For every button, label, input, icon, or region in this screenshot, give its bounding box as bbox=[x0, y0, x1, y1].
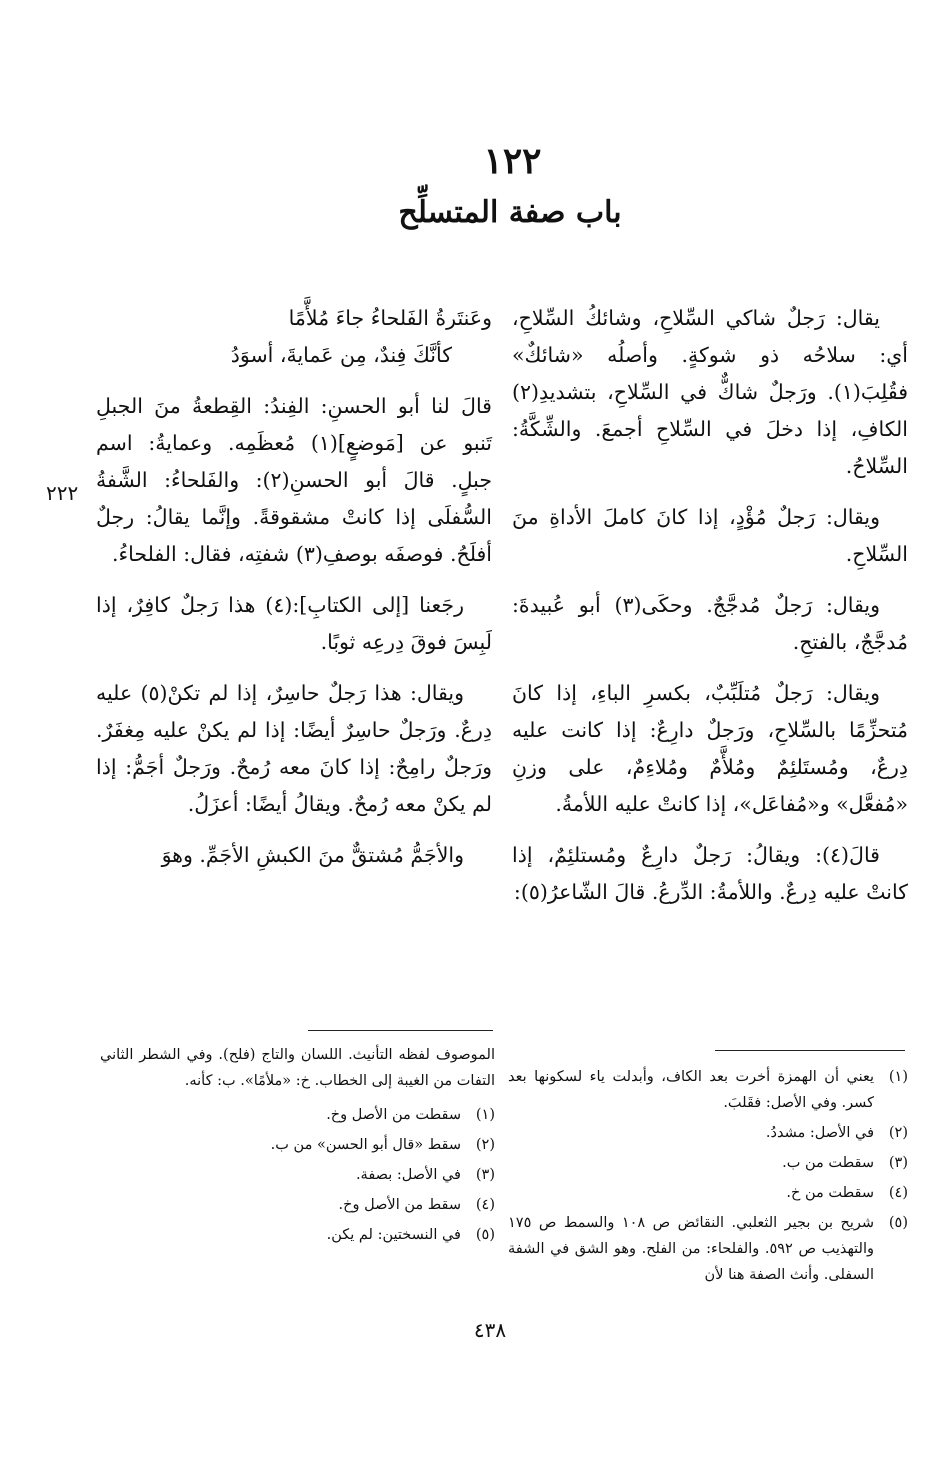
chapter-number: ١٢٢ bbox=[483, 140, 542, 182]
marginal-number: ٢٢٢ bbox=[46, 481, 79, 505]
paragraph: والأجَمُّ مُشتقٌّ منَ الكبشِ الأجَمِّ. وهوَ bbox=[161, 843, 464, 867]
footnote-text: يعني أن الهمزة أخرت بعد الكاف، وأبدلت ياء لسكونها بعد كسر. وفي الأصل: فقَلبَ. bbox=[508, 1069, 874, 1111]
paragraph: قالَ لنا أبو الحسنِ: الفِندُ: القِطعةُ منَ الجبلِ تَنبو عن [مَوضعٍ](١) مُعظَمِه. وعمايةُ: اسم جبلٍ. قالَ أبو الحسنِ(٢): والفَلحاءُ: الشَّفةُ السُّفلَى إذا كانتْ مشقوقةً. وإنَّما يقالُ: رجلٌ أفلَحُ. فوصفَه بوصفِ(٣) شفتِه، فقال: الفلحاءُ. bbox=[96, 394, 492, 566]
paragraph: قالَ(٤): ويقالُ: رَجلٌ دارِعٌ ومُستلئِمٌ، إذا كانتْ عليه دِرعٌ. واللأمةُ: الدِّرعُ. قالَ الشّاعرُ(٥): bbox=[512, 843, 908, 904]
paragraph: ويقال: هذا رَجلٌ حاسِرٌ، إذا لم تكنْ(٥) عليه دِرعٌ. ورَجلٌ حاسِرٌ أيضًا: إذا لم يكنْ عليه مِغفَرٌ. ورَجلٌ رامِحٌ: إذا كانَ معه رُمحٌ. ورَجلٌ أجَمُّ: إذا لم يكنْ معه رُمحٌ. ويقالُ أيضًا: أعزَلُ. bbox=[96, 681, 492, 816]
footnote-item bbox=[100, 1162, 495, 1188]
footnote-text: سقطت من الأصل وخ. bbox=[326, 1107, 461, 1123]
footnote-text: في الأصل: مشددُ. bbox=[765, 1125, 874, 1141]
footnote-number: (٣) bbox=[888, 1155, 908, 1171]
footnote-text: سقطت من خ. bbox=[786, 1185, 874, 1201]
footnote-continuation: الموصوف لفظه التأنيث. اللسان والتاج (فلح). وفي الشطر الثاني التفات من الغيبة إلى الخطاب. خ: «ملأمًا». ب: كأنه. bbox=[100, 1047, 495, 1089]
footnote-item bbox=[100, 1132, 495, 1158]
poetry-verse bbox=[96, 300, 492, 374]
footnote-item bbox=[508, 1150, 908, 1176]
footnote-number: (٤) bbox=[888, 1185, 908, 1201]
footnote-number: (٥) bbox=[475, 1227, 495, 1243]
footnote-item bbox=[508, 1120, 908, 1146]
footnote-number: (٥) bbox=[888, 1215, 908, 1231]
footnote-number: (٤) bbox=[475, 1197, 495, 1213]
footnotes-right bbox=[508, 1064, 908, 1292]
footnote-number: (٢) bbox=[475, 1137, 495, 1153]
footnote-text: سقط من الأصل وخ. bbox=[338, 1197, 461, 1213]
footnote-divider-left bbox=[308, 1030, 493, 1031]
page-number: ٤٣٨ bbox=[473, 1318, 507, 1342]
footnote-item bbox=[100, 1102, 495, 1128]
footnotes-left bbox=[100, 1042, 495, 1252]
footnote-text: في النسختين: لم يكن. bbox=[326, 1227, 461, 1243]
verse-second-hemistich: كأنَّكَ فِندٌ، مِن عَمايةَ، أسوَدُ bbox=[230, 343, 452, 367]
footnote-text: سقط «قال أبو الحسن» من ب. bbox=[270, 1137, 461, 1153]
paragraph: ويقال: رَجلٌ مُتلَبِّبٌ، بكسرِ الباءِ، إذا كانَ مُتحزِّمًا بالسِّلاحِ، ورَجلٌ دارِعٌ: إذا كانت عليه دِرعٌ، ومُستَلئِمٌ ومُلأَّمٌ ومُلاءِمٌ، على وزنِ «مُفعَّل» و«مُفاعَل»، إذا كانتْ عليه اللأمةُ. bbox=[512, 681, 908, 816]
paragraph: ويقال: رَجلٌ مُؤْدٍ، إذا كانَ كاملَ الأداةِ منَ السِّلاحِ. bbox=[512, 505, 908, 566]
footnote-text: شريح بن بجير الثعلبي. النقائض ص ١٠٨ والسمط ص ١٧٥ والتهذيب ص ٥٩٢. والفلحاء: من الفلح. وهو الشق في الشفة السفلى. وأنث الصفة هنا لأن bbox=[508, 1215, 875, 1283]
footnote-item bbox=[100, 1192, 495, 1218]
footnote-number: (١) bbox=[888, 1069, 908, 1085]
verse-first-hemistich: وعَنتَرةُ الفَلحاءُ جاءَ مُلأَّمًا bbox=[288, 306, 492, 330]
footnote-text: سقطت من ب. bbox=[782, 1155, 874, 1171]
footnote-item bbox=[100, 1222, 495, 1248]
footnote-number: (٣) bbox=[475, 1167, 495, 1183]
paragraph: رجَعنا [إلى الكتابِ]:(٤) هذا رَجلٌ كافِرٌ، إذا لَبِسَ فوقَ دِرعِه ثوبًا. bbox=[96, 593, 492, 654]
footnote-number: (١) bbox=[475, 1107, 495, 1123]
footnote-divider-right bbox=[715, 1050, 905, 1051]
paragraph: يقال: رَجلٌ شاكي السِّلاحِ، وشائكُ السِّلاحِ، أي: سلاحُه ذو شوكةٍ. وأصلُه «شائكٌ» فقُلِبَ(١). ورَجلٌ شاكٌّ في السِّلاحِ، بتشديدِ(٢) الكافِ، إذا دخلَ في السِّلاحِ أجمعَ. والشِّكَّةُ: السِّلاحُ. bbox=[512, 306, 908, 478]
footnote-number: (٢) bbox=[888, 1125, 908, 1141]
right-text-column bbox=[512, 300, 908, 925]
footnote-text: في الأصل: بصفة. bbox=[355, 1167, 461, 1183]
left-text-column bbox=[96, 300, 492, 888]
paragraph: ويقال: رَجلٌ مُدجَّجٌ. وحكَى(٣) أبو عُبيدةَ: مُدجَّجٌ، بالفتحِ. bbox=[512, 593, 908, 654]
chapter-title: باب صفة المتسلِّح bbox=[398, 195, 622, 230]
footnote-item bbox=[508, 1180, 908, 1206]
footnote-item bbox=[508, 1210, 908, 1288]
footnote-item bbox=[508, 1064, 908, 1116]
